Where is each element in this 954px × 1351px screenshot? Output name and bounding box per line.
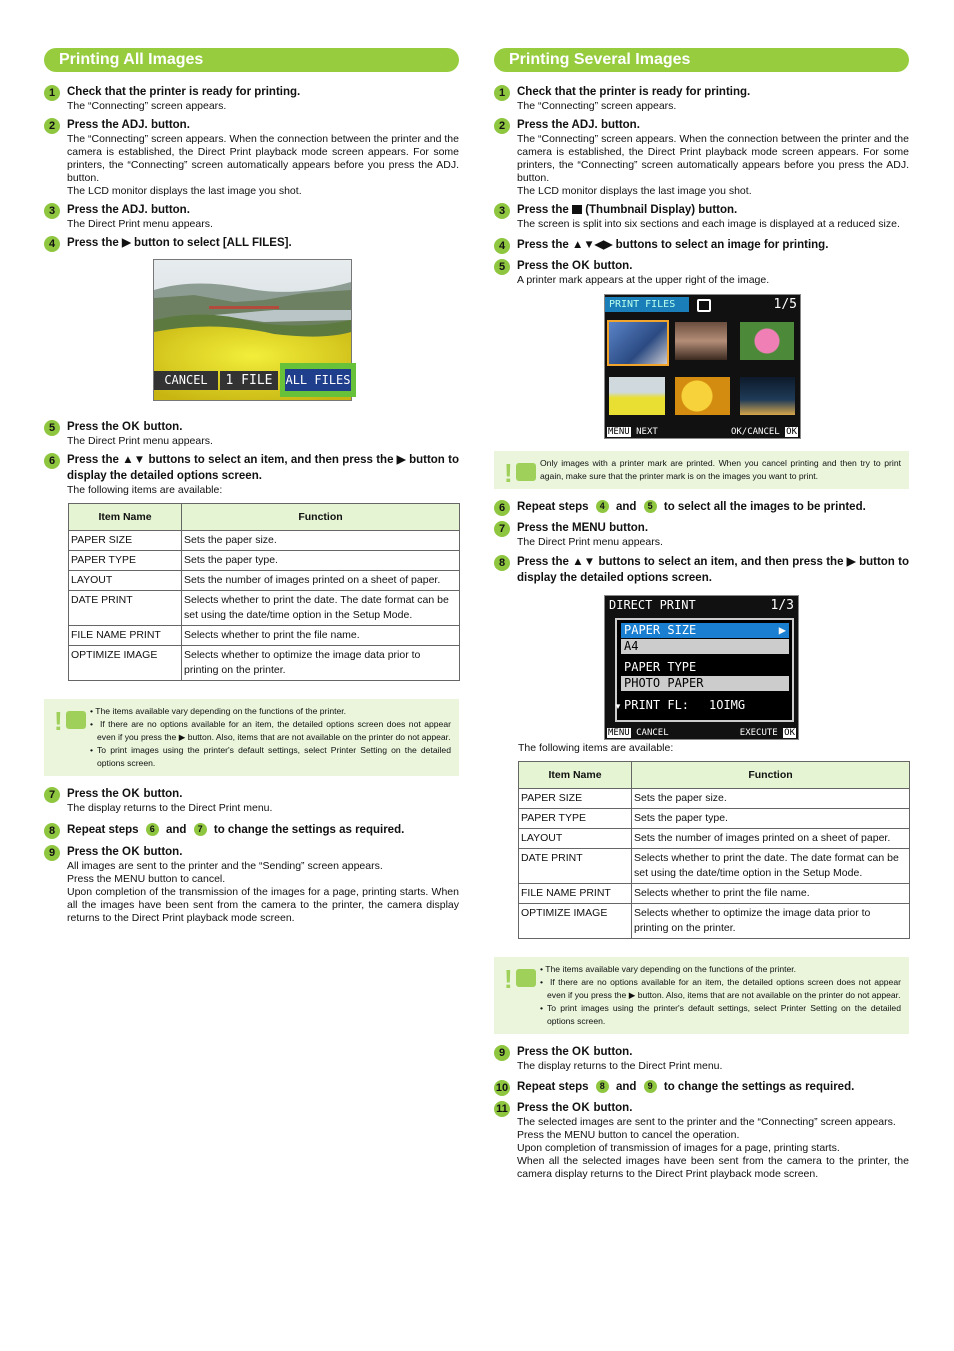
table-row: PAPER TYPE Sets the paper type. [69, 551, 460, 571]
page-counter: 1/3 [770, 598, 794, 613]
step-title: button to select [ALL FILES]. [134, 237, 292, 249]
step-title: Press the [67, 421, 119, 433]
camera-screen-direct-print [494, 586, 909, 750]
table-row: LAYOUT Sets the number of images printed on a sheet of paper. [69, 571, 460, 591]
table-row: PAPER SIZE Sets the paper size. [69, 531, 460, 551]
table-row: FILE NAME PRINT Selects whether to print the file name. [69, 626, 460, 646]
items-table [68, 503, 460, 681]
caution-icon [502, 458, 538, 488]
all-files-option: ALL FILES [285, 369, 351, 391]
ok-button-icon: OK [571, 1046, 591, 1058]
step-number: 7 [494, 521, 510, 537]
right-arrow-icon: ▶ [396, 454, 406, 466]
ok-key: OK [784, 728, 795, 738]
step-ref: 7 [194, 823, 207, 836]
thumbnail [675, 377, 730, 415]
table-row: PAPER TYPE Sets the paper type. [519, 809, 910, 829]
step-desc: The display returns to the Direct Print menu. [517, 1060, 723, 1072]
note-item: Only images with a printer mark are printed. When you cancel printing and then try to print again, make sure that the printer mark is on the images you want to print. [540, 458, 901, 481]
step-desc: The LCD monitor displays the last image you shot. [517, 185, 752, 197]
step-number: 9 [494, 1045, 510, 1061]
ok-key: OK [786, 427, 797, 437]
camera-screen-thumbnails [494, 287, 909, 449]
scroll-down-icon: ▼ [614, 702, 622, 711]
note-box [44, 699, 459, 776]
note-item: • If there are no options available for an item, the detailed options screen does not appear even if you press the ▶ button. Also, items that are not available on the printer do not appear. [90, 719, 451, 742]
step-number: 4 [494, 238, 510, 254]
camera-icon [697, 299, 711, 312]
footer-left: MENU NEXT [608, 427, 658, 437]
print-files-label: PRINT FILES [605, 297, 689, 312]
ok-button-icon: OK [121, 788, 141, 800]
table-header: Function [182, 504, 460, 531]
up-down-arrows-icon: ▲▼ [572, 556, 596, 568]
step-number: 6 [44, 453, 60, 469]
step-title: button. [143, 788, 183, 800]
thumbnail [609, 377, 665, 415]
ok-button-icon: OK [121, 421, 141, 433]
step-1 [44, 84, 459, 113]
step-4: 4 Press the ▲▼◀▶ buttons to select an image for printing. [494, 237, 909, 253]
step-ref: 4 [596, 500, 609, 513]
section-title: Printing Several Images [494, 48, 909, 72]
step-desc: Press the MENU button to cancel the operation. [517, 1129, 740, 1141]
step-number: 2 [44, 118, 60, 134]
paper-type-item: PAPER TYPE [624, 660, 697, 674]
step-desc: The Direct Print menu appears. [67, 435, 213, 447]
step-desc: A printer mark appears at the upper right of the image. [517, 274, 770, 286]
items-available-text: The following items are available: [518, 742, 674, 754]
step-number: 4 [44, 236, 60, 252]
step-8: 8 Press the ▲▼ buttons to select an item, and then press the ▶ button to display the detailed options screen. [494, 554, 909, 586]
step-desc: The following items are available: [67, 484, 223, 496]
step-desc: The “Connecting” screen appears. [517, 100, 677, 112]
step-10: 10 Repeat steps 8 and 9 to change the settings as required. [495, 1081, 855, 1094]
step-number: 3 [44, 203, 60, 219]
print-fl-value: 1OIMG [709, 698, 746, 712]
up-down-arrows-icon: ▲▼ [122, 454, 146, 466]
table-header: Item Name [69, 504, 182, 531]
step-desc: The display returns to the Direct Print menu. [67, 802, 273, 814]
step-desc: All images are sent to the printer and the “Sending” screen appears. [67, 860, 383, 872]
step-desc: When all the selected images have been sent from the camera to the printer, the camera display returns to the Direct Print playback mode screen. [517, 1155, 909, 1180]
step-ref: 6 [146, 823, 159, 836]
paper-type-value: PHOTO PAPER [621, 676, 789, 691]
right-arrow-icon: ▶ [178, 732, 186, 742]
step-ref: 5 [644, 500, 657, 513]
items-table [518, 761, 910, 939]
step-11: 11 Press the OK button. The selected images are sent to the printer and the “Connecting” screen appears. Press the MENU button to cancel the operation. Upon completion of transmission of images for a page, printing starts. When all the selected images have been sent from the camera to the printer, the camera display returns to the Direct Print playback mode screen. [494, 1100, 909, 1181]
step-title: Press the ADJ. button. [67, 119, 190, 131]
step-desc: The Direct Print menu appears. [67, 218, 213, 230]
step-desc: Press the MENU button to cancel. [67, 873, 226, 885]
table-row: LAYOUT Sets the number of images printed on a sheet of paper. [519, 829, 910, 849]
svg-text:!: ! [504, 964, 513, 994]
caution-icon [502, 964, 538, 994]
step-number: 11 [494, 1101, 510, 1117]
step-title: Press the [67, 788, 119, 800]
step-9: 9 Press the OK button. All images are sent to the printer and the “Sending” screen appears. Press the MENU button to cancel. Upon completion of the transmission of the images for a page, printing starts. When all the images have been sent from the camera to the printer, the camera display returns to the Direct Print playback mode screen. [44, 844, 459, 925]
step-number: 5 [44, 420, 60, 436]
thumbnail-display-icon [572, 205, 582, 214]
menu-key: MENU [608, 728, 630, 738]
footer-left: MENU CANCEL [608, 728, 669, 738]
ok-button-icon: OK [571, 1102, 591, 1114]
caution-icon [52, 706, 88, 736]
table-row: OPTIMIZE IMAGE Selects whether to optimize the image data prior to printing on the printer. [69, 646, 460, 681]
step-3 [44, 202, 459, 231]
step-4 [44, 235, 459, 251]
step-title: Press the ADJ. button. [517, 119, 640, 131]
step-title: button to display the detailed options screen. [67, 454, 459, 482]
step-number: 1 [494, 85, 510, 101]
camera-screen-all-files [44, 251, 459, 419]
table-row: OPTIMIZE IMAGE Selects whether to optimize the image data prior to printing on the printer. [519, 904, 910, 939]
right-arrow-icon: ▶ [846, 556, 856, 568]
thumbnail-selected [607, 320, 669, 366]
footer-right: OK/CANCEL OK [730, 427, 797, 437]
step-title: Check that the printer is ready for printing. [67, 86, 301, 98]
table-header: Item Name [519, 762, 632, 789]
table-row: DATE PRINT Selects whether to print the date. The date format can be set using the date/time option in the Setup Mode. [519, 849, 910, 884]
step-number: 8 [494, 555, 510, 571]
step-ref: 8 [596, 1080, 609, 1093]
step-5: 5 Press the OK button. A printer mark appears at the upper right of the image. [494, 258, 909, 287]
menu-label: MENU [571, 522, 606, 534]
ok-button-icon: OK [121, 846, 141, 858]
step-desc: The Direct Print menu appears. [517, 536, 663, 548]
one-file-option: 1 FILE [220, 371, 278, 390]
step-desc: The screen is split into six sections and each image is displayed at a reduced size. [517, 218, 900, 230]
step-title: buttons to select an item, and then press the [148, 454, 394, 466]
step-number: 2 [494, 118, 510, 134]
step-desc: The selected images are sent to the printer and the “Connecting” screen appears. [517, 1116, 896, 1128]
lcd-thumbnails [604, 294, 801, 439]
step-number: 5 [494, 259, 510, 275]
thumbnail [675, 322, 727, 360]
cancel-option: CANCEL [154, 371, 218, 390]
print-fl-item: PRINT FL: [624, 698, 690, 712]
step-3: 3 Press the (Thumbnail Display) button. The screen is split into six sections and each image is displayed at a reduced size. [494, 202, 909, 231]
step-title: Check that the printer is ready for printing. [517, 86, 751, 98]
thumbnail [740, 322, 794, 360]
printing-all-images-section [44, 48, 459, 925]
note-item: • The items available vary depending on the functions of the printer. [90, 706, 347, 716]
paper-size-item: PAPER SIZE ▶ [621, 623, 789, 638]
step-1 [494, 84, 909, 113]
page-counter: 1/5 [773, 297, 797, 312]
step-title: Press the [67, 454, 119, 466]
right-arrow-icon: ▶ [778, 623, 786, 637]
thumbnail [740, 377, 795, 415]
step-title: Press the ADJ. button. [67, 204, 190, 216]
note-item: • To print images using the printer's default settings, select Printer Setting on the detailed options screen. [90, 745, 451, 768]
svg-text:!: ! [504, 458, 513, 488]
lcd-direct-print [604, 595, 799, 740]
direct-print-title: DIRECT PRINT [609, 598, 696, 612]
printing-several-images-section [494, 48, 909, 1181]
table-row: DATE PRINT Selects whether to print the date. The date format can be set using the date/time option in the Setup Mode. [69, 591, 460, 626]
step-2 [44, 117, 459, 198]
step-7 [44, 786, 459, 815]
note-box [494, 957, 909, 1034]
note-item: • If there are no options available for an item, the detailed options screen does not appear even if you press the ▶ button. Also, items that are not available on the printer do not appear. [540, 977, 901, 1000]
step-desc: The “Connecting” screen appears. [67, 100, 227, 112]
step-8: 8 Repeat steps 6 and 7 to change the settings as required. [44, 822, 459, 838]
menu-label: MENU [564, 1129, 596, 1141]
table-header: Function [632, 762, 910, 789]
step-title: button. [143, 421, 183, 433]
step-number: 10 [495, 1082, 509, 1094]
note-item: • The items available vary depending on the functions of the printer. [540, 964, 797, 974]
step-5 [44, 419, 459, 448]
table-row: PAPER SIZE Sets the paper size. [519, 789, 910, 809]
step-number: 3 [494, 203, 510, 219]
right-arrow-icon: ▶ [121, 237, 131, 249]
four-way-arrows-icon: ▲▼◀▶ [571, 239, 613, 251]
step-desc: The “Connecting” screen appears. When the connection between the printer and the camera is established, the Direct Print playback mode screen appears. For some printers, the “Connecting” screen automatically appears before you press the ADJ. button. [67, 133, 459, 184]
step-number: 9 [44, 845, 60, 861]
step-6 [44, 452, 459, 497]
step-2 [494, 117, 909, 198]
step-desc: The LCD monitor displays the last image you shot. [67, 185, 302, 197]
ok-button-icon: OK [571, 260, 591, 272]
step-number: 1 [44, 85, 60, 101]
step-number: 6 [494, 500, 510, 516]
menu-label: MENU [114, 873, 146, 885]
footer-right: EXECUTE OK [739, 728, 795, 738]
step-9: 9 Press the OK button. The display returns to the Direct Print menu. [494, 1044, 909, 1073]
step-desc: Upon completion of the transmission of the images for a page, printing starts. When all the images have been sent from the camera to the printer, the camera display returns to the Direct Print playback mode screen. [67, 886, 459, 924]
step-number: 8 [44, 823, 60, 839]
step-6: 6 Repeat steps 4 and 5 to select all the images to be printed. [494, 499, 909, 515]
step-ref: 9 [644, 1080, 657, 1093]
step-desc: The “Connecting” screen appears. When the connection between the printer and the camera is established, the Direct Print playback mode screen appears. For some printers, the “Connecting” screen automatically appears before you press the ADJ. button. [517, 133, 909, 184]
section-title: Printing All Images [44, 48, 459, 72]
table-row: FILE NAME PRINT Selects whether to print the file name. [519, 884, 910, 904]
note-item: • To print images using the printer's default settings, select Printer Setting on the detailed options screen. [540, 1003, 901, 1026]
note-box [494, 451, 909, 489]
paper-size-value: A4 [621, 639, 789, 654]
right-arrow-icon: ▶ [628, 990, 636, 1000]
step-title: Press the [67, 237, 119, 249]
step-desc: Upon completion of transmission of images for a page, printing starts. [517, 1142, 840, 1154]
menu-key: MENU [608, 427, 630, 437]
step-7: 7 Press the MENU button. The Direct Print menu appears. [494, 520, 909, 549]
svg-text:!: ! [54, 706, 63, 736]
step-number: 7 [44, 787, 60, 803]
